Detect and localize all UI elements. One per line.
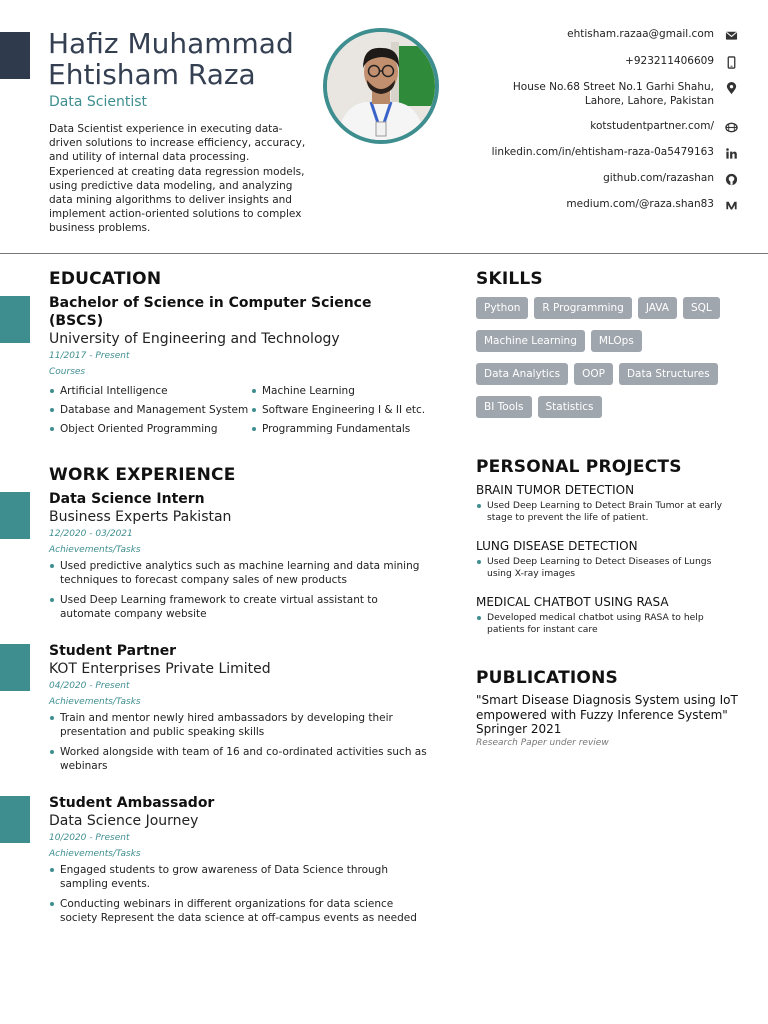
phone-text[interactable]: +923211406609 — [625, 55, 714, 67]
linkedin-text[interactable]: linkedin.com/in/ehtisham-raza-0a5479163 — [491, 146, 714, 158]
skill-tag: MLOps — [591, 330, 642, 352]
tasks-label: Achievements/Tasks — [49, 849, 141, 859]
job-dates: 04/2020 - Present — [49, 681, 130, 691]
school-name: University of Engineering and Technology — [49, 331, 340, 347]
tasks-label: Achievements/Tasks — [49, 545, 141, 555]
project-entry — [476, 595, 738, 636]
job-entry — [49, 794, 429, 925]
contact-email[interactable] — [438, 28, 738, 42]
projects-heading: PERSONAL PROJECTS — [476, 457, 682, 477]
education-heading: EDUCATION — [49, 269, 162, 289]
task-item: Used Deep Learning framework to create virtual assistant to automate company website — [49, 593, 429, 621]
address-text: House No.68 Street No.1 Garhi Shahu, Lahore, Lahore, Pakistan — [512, 81, 714, 107]
contact-linkedin[interactable] — [438, 146, 738, 160]
linkedin-icon — [724, 146, 738, 160]
project-desc: Used Deep Learning to Detect Brain Tumor at early stage to prevent the life of patient. — [476, 500, 738, 524]
publication-note: Research Paper under review — [476, 737, 609, 748]
education-accent-block — [0, 296, 30, 343]
candidate-name — [48, 28, 294, 90]
job-title: Student Partner — [49, 643, 177, 659]
contact-phone[interactable] — [438, 55, 738, 69]
medium-icon — [724, 198, 738, 212]
project-title: MEDICAL CHATBOT USING RASA — [476, 595, 669, 609]
degree-title: Bachelor of Science in Computer Science (BSCS) — [49, 295, 372, 329]
website-text[interactable]: kotstudentpartner.com/ — [590, 120, 714, 132]
task-item: Used predictive analytics such as machine learning and data mining techniques to forecast company sales of new products — [49, 559, 429, 587]
course-item: Software Engineering I & II etc. — [251, 403, 429, 417]
course-item: Artificial Intelligence — [49, 384, 251, 398]
project-title: LUNG DISEASE DETECTION — [476, 539, 638, 553]
skill-tag: R Programming — [534, 297, 631, 319]
skill-tag: JAVA — [638, 297, 677, 319]
project-entry — [476, 539, 738, 580]
skill-tag: Machine Learning — [476, 330, 585, 352]
work-experience-heading: WORK EXPERIENCE — [49, 465, 236, 485]
skill-tag: Data Structures — [619, 363, 718, 385]
header-accent-block — [0, 32, 30, 79]
skill-tag: Statistics — [538, 396, 602, 418]
course-item: Programming Fundamentals — [251, 422, 429, 436]
publication-text: "Smart Disease Diagnosis System using IoT empowered with Fuzzy Inference System" Springer 2021 — [476, 693, 738, 736]
job-title: Data Scientist — [49, 94, 147, 110]
task-item: Conducting webinars in different organizations for data science society Represent the data science at off-campus events as needed — [49, 897, 429, 925]
publication-entry — [476, 693, 738, 749]
contact-address — [438, 81, 738, 108]
publications-heading: PUBLICATIONS — [476, 668, 618, 688]
job-title: Student Ambassador — [49, 795, 215, 811]
education-dates: 11/2017 - Present — [49, 351, 130, 361]
task-item: Engaged students to grow awareness of Data Science through sampling events. — [49, 863, 429, 891]
envelope-icon — [724, 28, 738, 42]
medium-text[interactable]: medium.com/@raza.shan83 — [566, 198, 714, 210]
mobile-phone-icon — [724, 55, 738, 69]
skill-tag: SQL — [683, 297, 720, 319]
courses-label: Courses — [49, 367, 86, 377]
email-text[interactable]: ehtisham.razaa@gmail.com — [567, 28, 714, 40]
header-divider — [0, 253, 768, 254]
tasks-list — [49, 711, 429, 773]
education-entry — [49, 294, 429, 436]
job-dates: 12/2020 - 03/2021 — [49, 529, 133, 539]
tasks-list — [49, 559, 429, 621]
job-dates: 10/2020 - Present — [49, 833, 130, 843]
project-desc: Used Deep Learning to Detect Diseases of Lungs using X-ray images — [476, 556, 738, 580]
skill-tag: OOP — [574, 363, 613, 385]
company-name: Data Science Journey — [49, 813, 199, 829]
github-text[interactable]: github.com/razashan — [603, 172, 714, 184]
job-entry — [49, 490, 429, 621]
contact-list — [438, 28, 738, 212]
task-item: Worked alongside with team of 16 and co-ordinated activities such as webinars — [49, 745, 429, 773]
contact-github[interactable] — [438, 172, 738, 186]
course-item: Machine Learning — [251, 384, 429, 398]
tasks-list — [49, 863, 429, 925]
courses-list — [49, 379, 429, 436]
map-marker-icon — [724, 81, 738, 95]
skills-list — [476, 297, 746, 429]
github-icon — [724, 172, 738, 186]
task-item: Train and mentor newly hired ambassadors by developing their presentation and public speaking skills — [49, 711, 429, 739]
job-title: Data Science Intern — [49, 491, 205, 507]
name-line-1: Hafiz Muhammad — [48, 27, 294, 60]
company-name: Business Experts Pakistan — [49, 509, 232, 525]
course-item: Object Oriented Programming — [49, 422, 251, 436]
skill-tag: Data Analytics — [476, 363, 568, 385]
course-item: Database and Management System — [49, 403, 251, 417]
project-title: BRAIN TUMOR DETECTION — [476, 483, 635, 497]
project-desc: Developed medical chatbot using RASA to help patients for instant care — [476, 612, 738, 636]
tasks-label: Achievements/Tasks — [49, 697, 141, 707]
contact-website[interactable] — [438, 120, 738, 134]
job-entry — [49, 642, 429, 773]
skill-tag: BI Tools — [476, 396, 532, 418]
job-accent-block — [0, 796, 30, 843]
profile-photo — [323, 28, 439, 144]
job-accent-block — [0, 644, 30, 691]
project-entry — [476, 483, 738, 524]
profile-summary: Data Scientist experience in executing data-driven solutions to increase efficiency, accuracy, and utility of internal data processing. Experienced at creating data regression models, using predictive data modeling, and analyzing data mining algorithms to deliver insights and implement action-oriented solutions to complex business problems. — [49, 123, 306, 235]
contact-medium[interactable] — [438, 198, 738, 212]
company-name: KOT Enterprises Private Limited — [49, 661, 271, 677]
job-accent-block — [0, 492, 30, 539]
skill-tag: Python — [476, 297, 528, 319]
name-line-2: Ehtisham Raza — [48, 58, 256, 91]
skills-heading: SKILLS — [476, 269, 543, 289]
globe-link-icon — [724, 120, 738, 134]
